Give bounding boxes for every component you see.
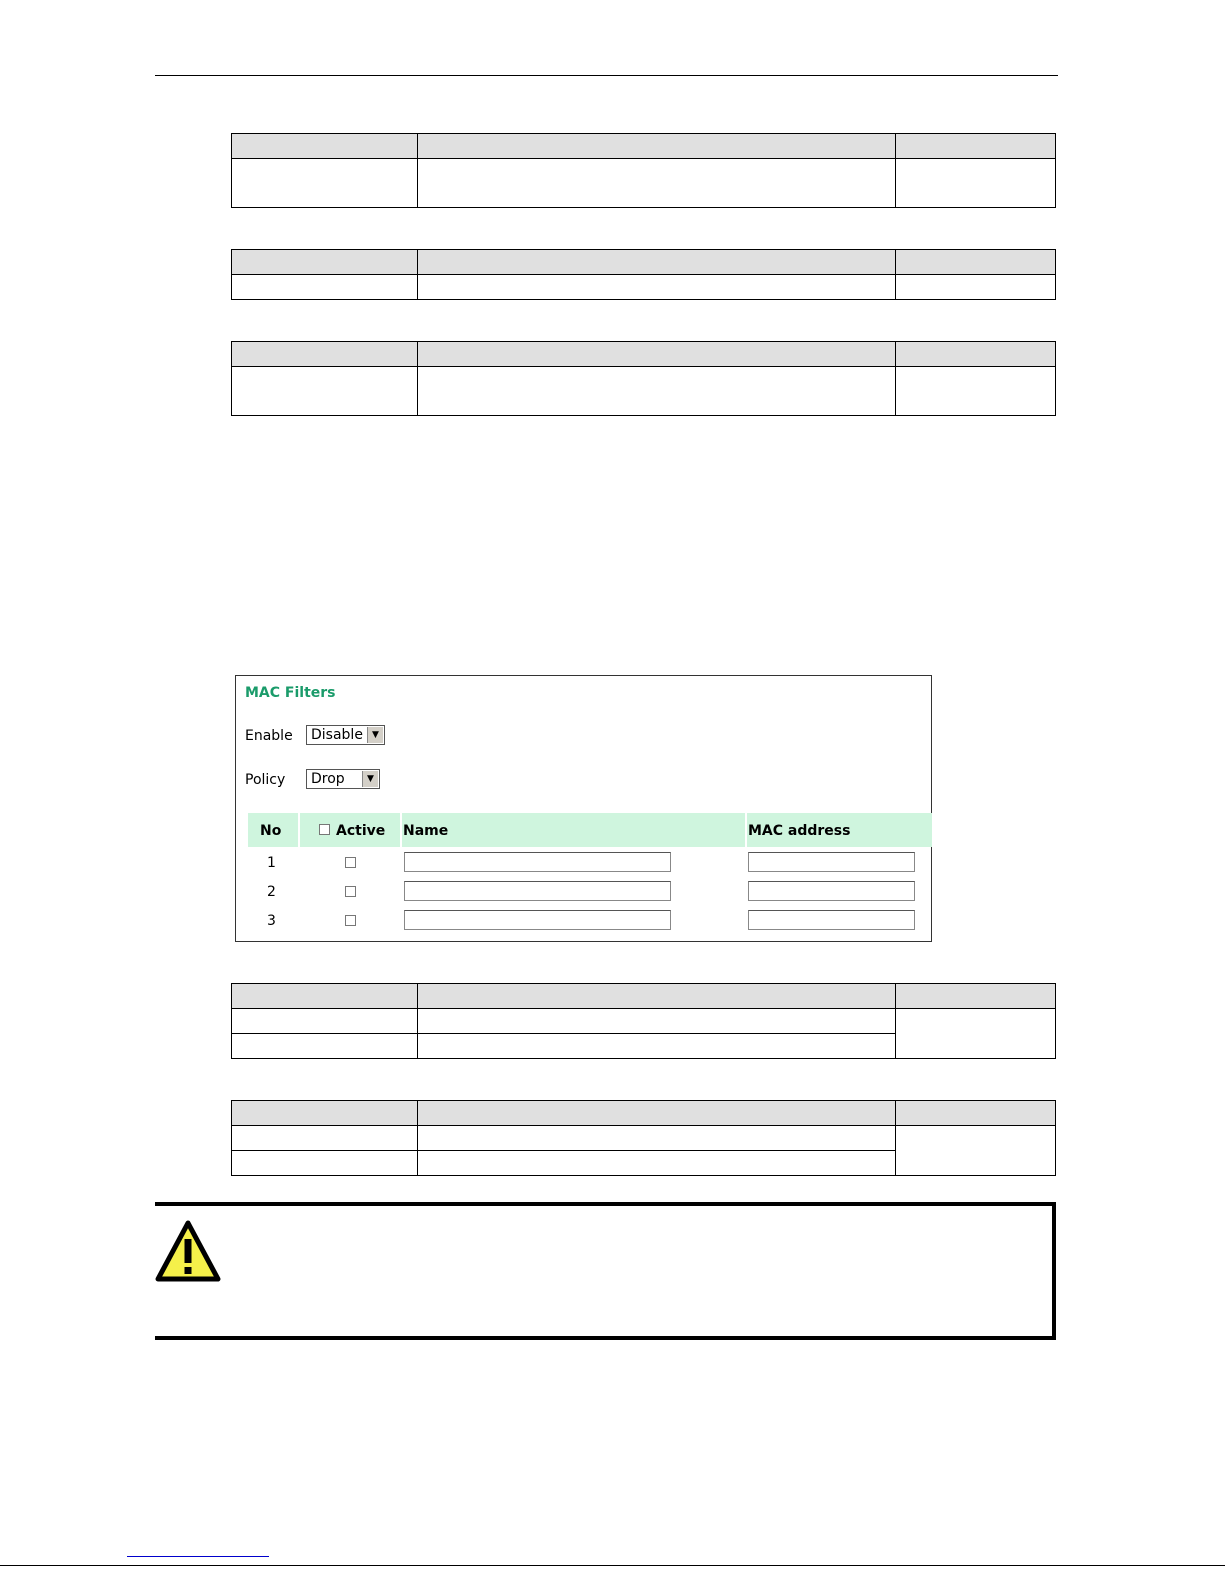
chevron-down-icon[interactable]: ▼ xyxy=(362,771,378,787)
table-header-cell xyxy=(232,984,418,1009)
name-input[interactable] xyxy=(404,910,671,930)
column-header-name xyxy=(402,813,745,847)
enable-select[interactable] xyxy=(306,725,385,745)
table-cell xyxy=(418,1151,896,1176)
enable-label: Enable xyxy=(245,728,293,744)
row-active-checkbox[interactable] xyxy=(345,857,356,868)
table-cell xyxy=(896,367,1056,416)
mac-address-input[interactable] xyxy=(748,910,915,930)
table-cell xyxy=(418,1009,896,1034)
row-number: 2 xyxy=(267,884,276,900)
mac-address-input[interactable] xyxy=(748,852,915,872)
policy-select[interactable] xyxy=(306,769,380,789)
table-cell xyxy=(896,1126,1056,1176)
header-mac-label: MAC address xyxy=(748,823,851,839)
table-header-cell xyxy=(232,134,418,159)
table-header-cell xyxy=(232,1101,418,1126)
table-header-cell xyxy=(896,342,1056,367)
table-header-cell xyxy=(896,250,1056,275)
parameter-table-3 xyxy=(231,341,1056,416)
table-header-cell xyxy=(418,984,896,1009)
row-number: 3 xyxy=(267,913,276,929)
table-cell xyxy=(418,1034,896,1059)
table-cell xyxy=(232,1151,418,1176)
warning-triangle-icon xyxy=(155,1219,221,1283)
parameter-table-1 xyxy=(231,133,1056,208)
table-cell xyxy=(232,1126,418,1151)
table-cell xyxy=(418,275,896,300)
row-active-checkbox[interactable] xyxy=(345,886,356,897)
table-cell xyxy=(896,1009,1056,1059)
table-cell xyxy=(232,367,418,416)
policy-select-value: Drop xyxy=(311,771,345,787)
table-header-cell xyxy=(418,1101,896,1126)
table-cell xyxy=(896,275,1056,300)
table-cell xyxy=(896,159,1056,208)
enable-select-value: Disable xyxy=(311,727,363,743)
table-cell xyxy=(232,275,418,300)
caution-box xyxy=(155,1202,1056,1340)
chevron-down-icon[interactable]: ▼ xyxy=(367,727,383,743)
table-cell xyxy=(418,1126,896,1151)
footer-rule xyxy=(0,1565,1225,1566)
table-header-cell xyxy=(232,342,418,367)
parameter-table-5 xyxy=(231,1100,1056,1176)
table-cell xyxy=(418,159,896,208)
table-header-cell xyxy=(896,134,1056,159)
table-header-cell xyxy=(232,250,418,275)
footer-link-underline[interactable] xyxy=(127,1556,269,1557)
parameter-table-2 xyxy=(231,249,1056,300)
table-header-cell xyxy=(418,250,896,275)
row-active-checkbox[interactable] xyxy=(345,915,356,926)
name-input[interactable] xyxy=(404,881,671,901)
mac-address-input[interactable] xyxy=(748,881,915,901)
table-header-cell xyxy=(896,984,1056,1009)
select-all-checkbox[interactable] xyxy=(319,824,330,835)
header-name-label: Name xyxy=(403,823,449,839)
table-header-cell xyxy=(418,134,896,159)
mac-filters-panel xyxy=(235,675,932,942)
policy-label: Policy xyxy=(245,772,286,788)
name-input[interactable] xyxy=(404,852,671,872)
table-cell xyxy=(232,1009,418,1034)
table-cell xyxy=(232,159,418,208)
table-cell xyxy=(418,367,896,416)
row-number: 1 xyxy=(267,855,276,871)
table-header-cell xyxy=(418,342,896,367)
table-cell xyxy=(232,1034,418,1059)
panel-title: MAC Filters xyxy=(245,685,336,701)
header-no-label: No xyxy=(260,823,282,839)
header-active-label: Active xyxy=(336,823,386,839)
parameter-table-4 xyxy=(231,983,1056,1059)
header-rule xyxy=(155,75,1058,76)
table-header-cell xyxy=(896,1101,1056,1126)
